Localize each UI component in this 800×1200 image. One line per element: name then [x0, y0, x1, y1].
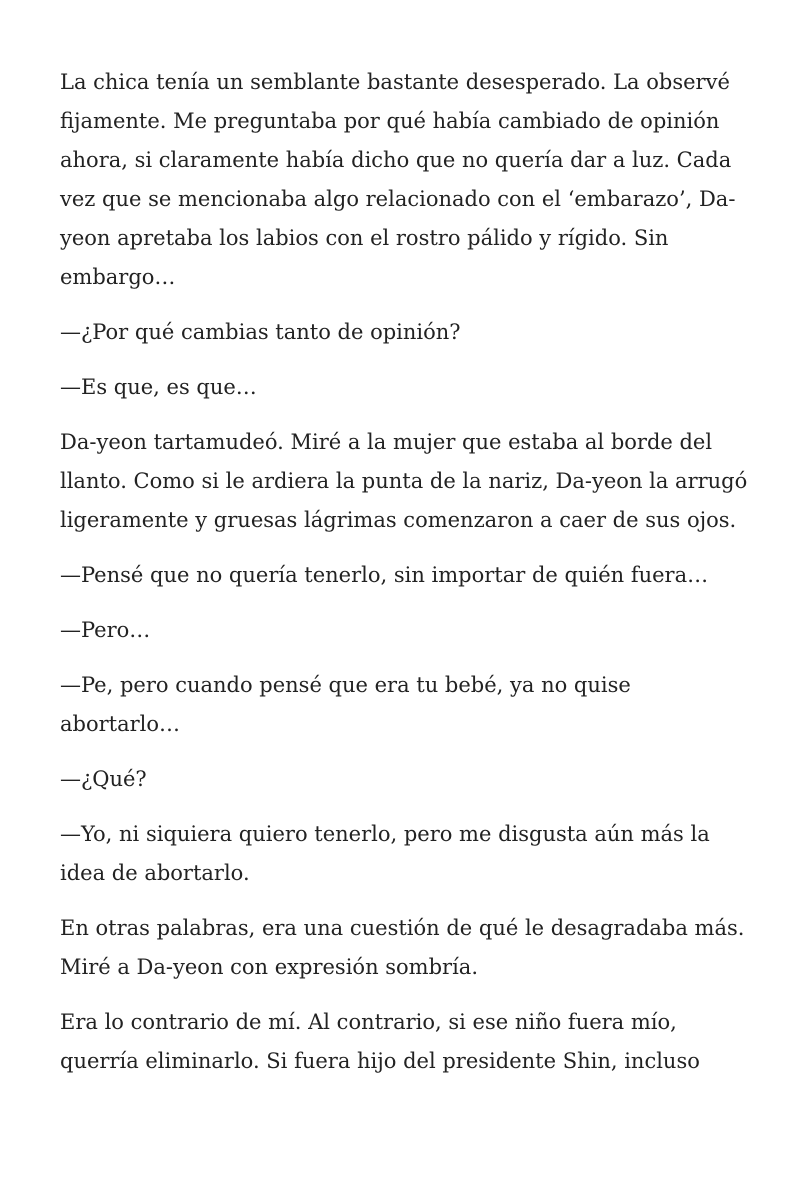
dialogue-line: —¿Por qué cambias tanto de opinión?	[60, 320, 461, 344]
dialogue-line: —Pero…	[60, 618, 151, 642]
dialogue-line: —¿Qué?	[60, 767, 147, 791]
dialogue-line: —Pensé que no quería tenerlo, sin importar de quién fuera…	[60, 563, 709, 587]
dialogue-line: —Yo, ni siquiera quiero tenerlo, pero me disgusta aún más la idea de abortarlo.	[60, 822, 710, 885]
dialogue-line: —Es que, es que…	[60, 375, 257, 399]
reading-page	[60, 63, 750, 1097]
dialogue-line: —Pe, pero cuando pensé que era tu bebé, ya no quise abortarlo…	[60, 673, 631, 736]
paragraph: En otras palabras, era una cuestión de qué le desagradaba más. Miré a Da-yeon con expresión sombría.	[60, 916, 745, 979]
paragraph: Da-yeon tartamudeó. Miré a la mujer que estaba al borde del llanto. Como si le ardiera la punta de la nariz, Da-yeon la arrugó ligeramente y gruesas lágrimas comenzaron a caer de sus ojos.	[60, 430, 748, 532]
paragraph: La chica tenía un semblante bastante desesperado. La observé fijamente. Me preguntaba por qué había cambiado de opinión ahora, si claramente había dicho que no quería dar a luz. Cada vez que se mencionaba algo relacionado con el ‘embarazo’, Da-yeon apretaba los labios con el rostro pálido y rígido. Sin embargo…	[60, 70, 736, 289]
paragraph: Era lo contrario de mí. Al contrario, si ese niño fuera mío, querría eliminarlo. Si fuera hijo del presidente Shin, incluso	[60, 1010, 700, 1073]
